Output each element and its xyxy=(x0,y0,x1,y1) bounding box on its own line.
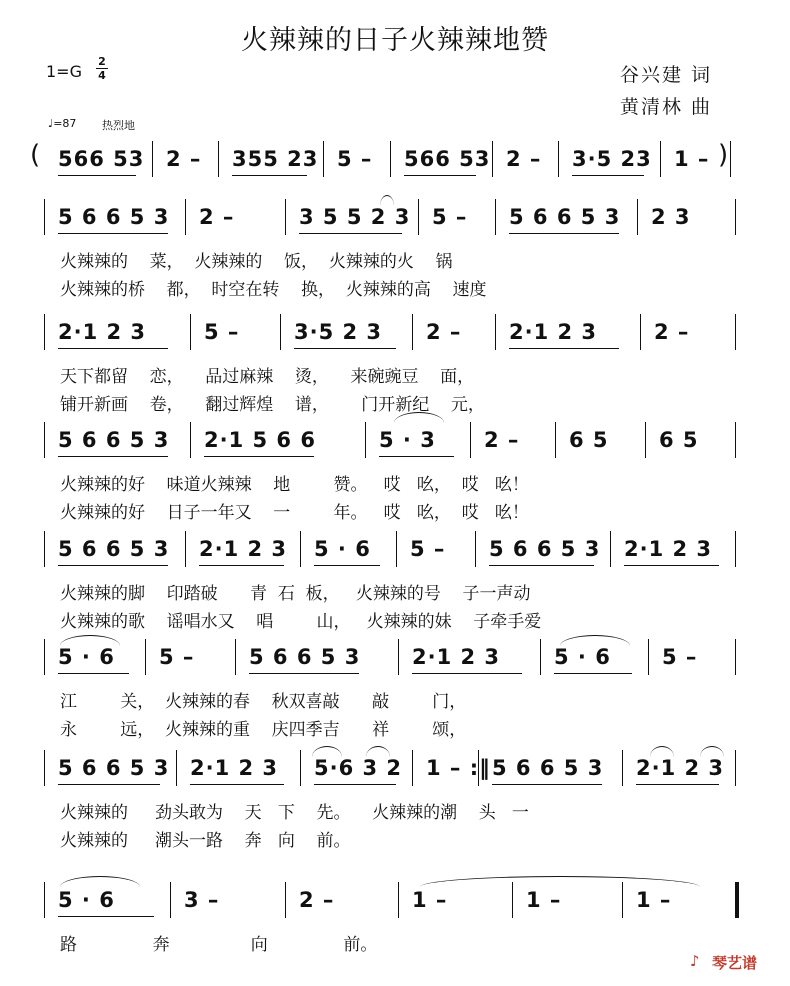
lyric-line-2: 火辣辣的歌 谣唱水又 唱 山， 火辣辣的妹 子牵手爱 xyxy=(60,612,542,632)
beam-line xyxy=(572,175,644,176)
measure-notes: 2·1 2 3 xyxy=(199,537,288,561)
measure-notes: 3·5 23 xyxy=(572,147,652,171)
bar-line xyxy=(300,750,301,786)
lyric-line-2: 永 远， 火辣辣的重 庆四季吉 祥 颂， xyxy=(60,720,467,740)
bar-line xyxy=(44,314,45,350)
bar-line xyxy=(218,141,219,177)
bar-line xyxy=(735,531,736,567)
page-title: 火辣辣的日子火辣辣地赞 xyxy=(241,25,549,56)
bar-line xyxy=(185,531,186,567)
slur-mark xyxy=(366,746,390,757)
beam-line xyxy=(554,673,632,674)
bar-line xyxy=(235,639,236,675)
composer: 黄清林 曲 xyxy=(620,96,713,118)
measure-notes: 2 – xyxy=(484,428,520,452)
bar-line xyxy=(323,141,324,177)
measure-notes: 5 · 6 xyxy=(58,645,115,669)
measure-notes: 5 6 6 5 3 xyxy=(492,756,604,780)
beam-line xyxy=(190,784,284,785)
bar-line xyxy=(412,314,413,350)
measure-notes: 5 6 6 5 3 xyxy=(58,428,170,452)
lyricist: 谷兴建 词 xyxy=(620,64,713,86)
bar-line xyxy=(396,531,397,567)
bar-line xyxy=(170,882,171,918)
beam-line xyxy=(489,565,594,566)
bar-line xyxy=(300,531,301,567)
beam-line xyxy=(232,175,307,176)
measure-notes: 2 – xyxy=(506,147,542,171)
bar-line xyxy=(735,314,736,350)
measure-notes: 2·1 2 3 xyxy=(509,320,598,344)
measure-notes: 2·1 5 6 6 xyxy=(204,428,316,452)
time-signature xyxy=(96,56,108,81)
measure-notes: 2·1 2 3 xyxy=(636,756,725,780)
bar-line xyxy=(470,422,471,458)
measure-notes: 1 – :‖ xyxy=(426,756,491,780)
lyric-line-1: 路 奔 向 前。 xyxy=(60,935,378,955)
beam-line xyxy=(58,565,168,566)
time-sig-bottom: 4 xyxy=(98,69,106,82)
beam-line xyxy=(58,784,160,785)
bar-line xyxy=(418,199,419,235)
beam-line xyxy=(636,784,719,785)
measure-notes: 5 6 6 5 3 xyxy=(489,537,601,561)
lyric-line-2: 铺开新画 卷， 翻过辉煌 谱， 门开新纪 元， xyxy=(60,395,485,415)
beam-line xyxy=(58,456,168,457)
bar-line xyxy=(412,750,413,786)
repeat-paren-open: ( xyxy=(30,140,41,170)
measure-notes: 5 – xyxy=(159,645,195,669)
beam-line xyxy=(314,565,380,566)
measure-notes: 5 6 6 5 3 xyxy=(249,645,361,669)
measure-notes: 2 3 xyxy=(651,205,691,229)
bar-line xyxy=(44,639,45,675)
bar-line xyxy=(44,199,45,235)
music-logo-icon: ♪ xyxy=(690,952,700,970)
measure-notes: 5 – xyxy=(337,147,373,171)
slur-mark xyxy=(420,876,700,887)
measure-notes: 5 · 6 xyxy=(58,888,115,912)
bar-line xyxy=(44,882,45,918)
measure-notes: 5 6 6 5 3 xyxy=(58,537,170,561)
bar-line xyxy=(44,531,45,567)
beam-line xyxy=(624,565,719,566)
bar-line xyxy=(622,882,623,918)
lyric-line-1: 天下都留 恋， 品过麻辣 烫， 来碗豌豆 面， xyxy=(60,367,475,387)
measure-notes: 5 6 6 5 3 xyxy=(509,205,621,229)
beam-line xyxy=(314,784,396,785)
beam-line xyxy=(199,565,284,566)
bar-line xyxy=(495,199,496,235)
slur-mark xyxy=(560,635,630,646)
bar-line xyxy=(152,141,153,177)
measure-notes: 355 23 xyxy=(232,147,319,171)
bar-line xyxy=(648,639,649,675)
beam-line xyxy=(299,233,402,234)
tempo-description: 热烈地 xyxy=(102,119,135,132)
bar-line xyxy=(176,750,177,786)
bar-line xyxy=(285,199,286,235)
repeat-paren-close: ) xyxy=(718,140,729,170)
slur-mark xyxy=(60,876,140,887)
bar-line xyxy=(190,422,191,458)
bar-line xyxy=(735,639,736,675)
beam-line xyxy=(58,233,168,234)
measure-notes: 2 – xyxy=(654,320,690,344)
beam-line xyxy=(379,456,454,457)
measure-notes: 1 – xyxy=(674,147,710,171)
lyric-line-1: 火辣辣的脚 印踏破 青 石 板， 火辣辣的号 子一声动 xyxy=(60,584,531,604)
measure-notes: 5·6 3 2 xyxy=(314,756,403,780)
lyric-line-2: 火辣辣的 潮头一路 奔 向 前。 xyxy=(60,831,351,851)
site-logo: 琴艺谱 xyxy=(712,954,758,972)
bar-line xyxy=(285,882,286,918)
beam-line xyxy=(204,456,314,457)
bar-line xyxy=(190,314,191,350)
slur-mark xyxy=(380,195,394,206)
measure-notes: 2 – xyxy=(426,320,462,344)
bar-line xyxy=(735,422,736,458)
measure-notes: 2·1 2 3 xyxy=(190,756,279,780)
bar-line xyxy=(365,422,366,458)
bar-line xyxy=(475,531,476,567)
bar-line xyxy=(44,422,45,458)
beam-line xyxy=(492,784,602,785)
bar-line xyxy=(660,141,661,177)
measure-notes: 5 – xyxy=(204,320,240,344)
bar-line xyxy=(44,750,45,786)
bar-line xyxy=(735,882,739,918)
measure-notes: 2·1 2 3 xyxy=(58,320,147,344)
bar-line xyxy=(398,639,399,675)
bar-line xyxy=(185,199,186,235)
measure-notes: 6 5 xyxy=(569,428,609,452)
tempo-mark: ♩=87 xyxy=(48,117,77,130)
measure-notes: 3·5 2 3 xyxy=(294,320,383,344)
measure-notes: 2·1 2 3 xyxy=(624,537,713,561)
beam-line xyxy=(58,175,136,176)
bar-line xyxy=(390,141,391,177)
beam-line xyxy=(249,673,359,674)
time-sig-top: 2 xyxy=(98,55,106,68)
bar-line xyxy=(280,314,281,350)
measure-notes: 1 – xyxy=(526,888,562,912)
bar-line xyxy=(645,422,646,458)
beam-line xyxy=(509,348,619,349)
measure-notes: 5 – xyxy=(432,205,468,229)
bar-line xyxy=(398,882,399,918)
measure-notes: 5 – xyxy=(410,537,446,561)
bar-line xyxy=(610,531,611,567)
measure-notes: 3 – xyxy=(184,888,220,912)
bar-line xyxy=(145,639,146,675)
slur-mark xyxy=(700,746,724,757)
bar-line xyxy=(637,199,638,235)
beam-line xyxy=(58,348,168,349)
bar-line xyxy=(640,314,641,350)
slur-mark xyxy=(650,746,674,757)
measure-notes: 5 · 3 xyxy=(379,428,436,452)
lyric-line-1: 火辣辣的 菜， 火辣辣的 饭， 火辣辣的火 锅 xyxy=(60,252,453,272)
beam-line xyxy=(58,673,129,674)
measure-notes: 2·1 2 3 xyxy=(412,645,501,669)
measure-notes: 2 – xyxy=(199,205,235,229)
bar-line xyxy=(735,199,736,235)
measure-notes: 5 6 6 5 3 xyxy=(58,205,170,229)
measure-notes: 5 · 6 xyxy=(314,537,371,561)
lyric-line-2: 火辣辣的好 日子一年又 一 年。 哎 吆， 哎 吆！ xyxy=(60,503,529,523)
beam-line xyxy=(412,673,522,674)
bar-line xyxy=(558,141,559,177)
beam-line xyxy=(509,233,619,234)
bar-line xyxy=(495,314,496,350)
measure-notes: 5 · 6 xyxy=(554,645,611,669)
bar-line xyxy=(540,639,541,675)
beam-line xyxy=(294,348,396,349)
bar-line xyxy=(555,422,556,458)
bar-line xyxy=(622,750,623,786)
measure-notes: 6 5 xyxy=(659,428,699,452)
bar-line xyxy=(512,882,513,918)
measure-notes: 5 – xyxy=(662,645,698,669)
measure-notes: 566 53 xyxy=(404,147,491,171)
lyric-line-1: 火辣辣的好 味道火辣辣 地 赞。 哎 吆， 哎 吆！ xyxy=(60,475,529,495)
lyric-line-1: 江 关， 火辣辣的春 秋双喜敲 敲 门， xyxy=(60,692,467,712)
measure-notes: 2 – xyxy=(299,888,335,912)
measure-notes: 3 5 5 2 3 xyxy=(299,205,411,229)
bar-line xyxy=(735,750,736,786)
measure-notes: 2 – xyxy=(166,147,202,171)
measure-notes: 5 6 6 5 3 xyxy=(58,756,170,780)
measure-notes: 566 53 xyxy=(58,147,145,171)
bar-line xyxy=(492,141,493,177)
lyric-line-2: 火辣辣的桥 都， 时空在转 换， 火辣辣的高 速度 xyxy=(60,280,487,300)
beam-line xyxy=(58,916,154,917)
key-signature: 1=G xyxy=(46,62,82,81)
slur-mark xyxy=(312,746,342,757)
bar-line xyxy=(730,141,731,177)
beam-line xyxy=(404,175,476,176)
measure-notes: 1 – xyxy=(636,888,672,912)
measure-notes: 1 – xyxy=(412,888,448,912)
slur-mark xyxy=(60,635,120,646)
lyric-line-1: 火辣辣的 劲头敢为 天 下 先。 火辣辣的潮 头 一 xyxy=(60,803,529,823)
